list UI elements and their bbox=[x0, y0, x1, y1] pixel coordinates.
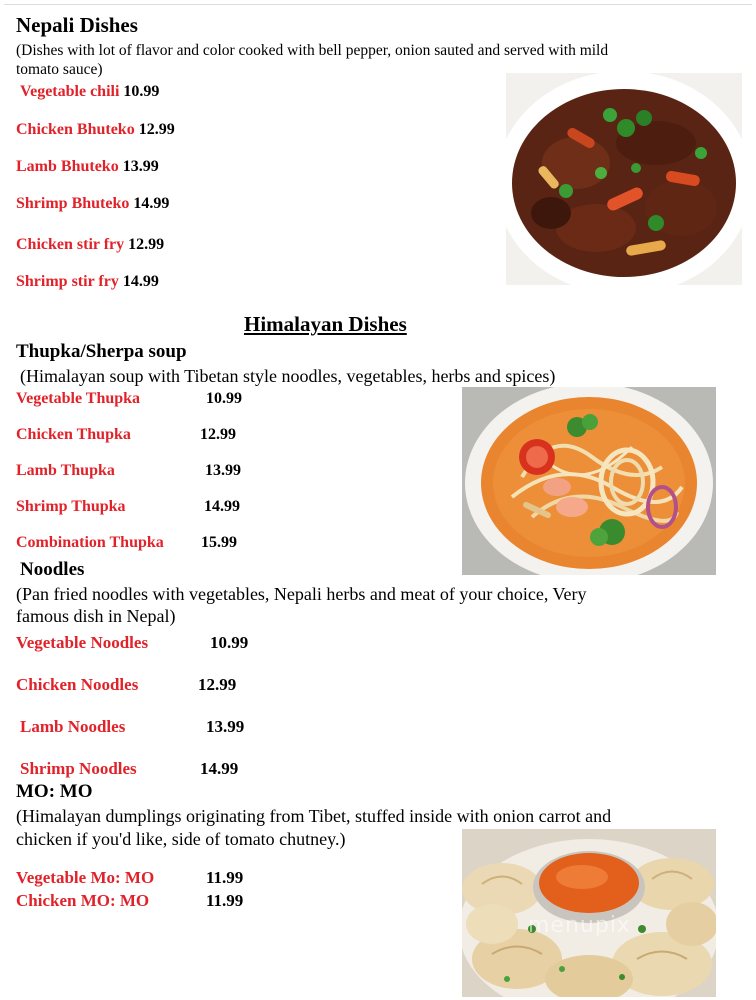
item-price: 12.99 bbox=[200, 426, 236, 443]
item-price: 10.99 bbox=[210, 633, 249, 652]
item-name: Chicken Thupka bbox=[16, 426, 131, 443]
item-name: Vegetable chili bbox=[20, 83, 120, 100]
item-name: Chicken stir fry bbox=[16, 236, 125, 253]
item-name: Shrimp Thupka bbox=[16, 498, 126, 515]
himalayan-section-title: Himalayan Dishes bbox=[244, 312, 407, 336]
watermark-text: menupix bbox=[528, 913, 631, 938]
chili-dish-photo bbox=[506, 73, 742, 285]
nepali-section-title: Nepali Dishes bbox=[16, 13, 138, 37]
momo-photo bbox=[462, 829, 716, 997]
item-price: 11.99 bbox=[206, 891, 244, 910]
item-price: 13.99 bbox=[205, 462, 241, 479]
momo-description-line2: chicken if you'd like, side of tomato chutney.) bbox=[16, 829, 346, 849]
item-price: 14.99 bbox=[200, 759, 239, 778]
item-price: 14.99 bbox=[122, 273, 159, 290]
thupka-soup-photo bbox=[462, 387, 716, 575]
chili-dish-image bbox=[506, 73, 742, 285]
item-price: 14.99 bbox=[204, 498, 240, 515]
item-price: 14.99 bbox=[133, 195, 170, 212]
momo-subsection-title: MO: MO bbox=[16, 781, 93, 802]
menu-item bbox=[16, 121, 175, 139]
noodles-description-line1: (Pan fried noodles with vegetables, Nepali herbs and meat of your choice, Very bbox=[16, 584, 587, 604]
item-name: Chicken Bhuteko bbox=[16, 121, 135, 138]
item-price: 12.99 bbox=[138, 121, 175, 138]
item-name: Shrimp Noodles bbox=[20, 759, 137, 778]
item-name: Combination Thupka bbox=[16, 534, 164, 551]
item-name: Vegetable Mo: MO bbox=[16, 868, 155, 887]
item-price: 10.99 bbox=[206, 390, 242, 407]
menu-item bbox=[16, 273, 159, 291]
item-name: Lamb Bhuteko bbox=[16, 158, 119, 175]
menu-item bbox=[16, 236, 164, 254]
item-name: Lamb Thupka bbox=[16, 462, 115, 479]
noodles-description-line2: famous dish in Nepal) bbox=[16, 606, 176, 626]
item-name: Chicken Noodles bbox=[16, 675, 139, 694]
noodles-subsection-title: Noodles bbox=[20, 559, 85, 580]
item-name: Shrimp Bhuteko bbox=[16, 195, 130, 212]
item-name: Shrimp stir fry bbox=[16, 273, 119, 290]
item-name: Lamb Noodles bbox=[20, 717, 126, 736]
menu-item bbox=[20, 83, 159, 101]
item-price: 12.99 bbox=[128, 236, 165, 253]
menu-page bbox=[4, 4, 752, 997]
item-price: 15.99 bbox=[201, 534, 237, 551]
item-price: 13.99 bbox=[122, 158, 159, 175]
menu-item bbox=[16, 195, 169, 213]
item-price: 11.99 bbox=[206, 868, 244, 887]
item-name: Vegetable Thupka bbox=[16, 390, 141, 407]
item-name: Vegetable Noodles bbox=[16, 633, 149, 652]
item-price: 12.99 bbox=[198, 675, 237, 694]
nepali-description-line2: tomato sauce) bbox=[16, 61, 103, 78]
thupka-subsection-title: Thupka/Sherpa soup bbox=[16, 341, 187, 362]
menu-item bbox=[16, 158, 159, 176]
item-price: 10.99 bbox=[123, 83, 160, 100]
item-price: 13.99 bbox=[206, 717, 245, 736]
thupka-description: (Himalayan soup with Tibetan style noodles, vegetables, herbs and spices) bbox=[20, 366, 556, 386]
item-name: Chicken MO: MO bbox=[16, 891, 150, 910]
thupka-soup-image bbox=[462, 387, 716, 575]
momo-description-line1: (Himalayan dumplings originating from Tibet, stuffed inside with onion carrot and bbox=[16, 806, 612, 826]
nepali-description-line1: (Dishes with lot of flavor and color cooked with bell pepper, onion sauted and served with mild bbox=[16, 42, 609, 59]
